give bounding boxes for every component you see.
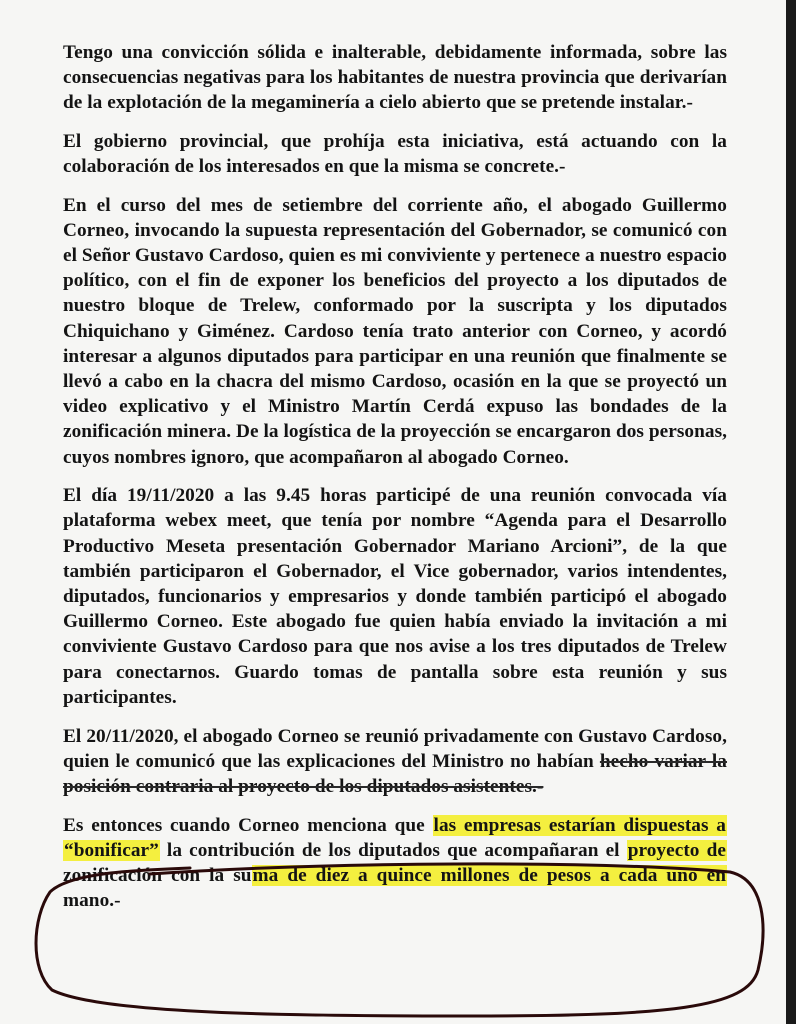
paragraph-6-d: zonificación con la su <box>63 865 252 887</box>
highlight-4: ma de diez a quince millones de pesos a cada uno en <box>252 865 726 887</box>
highlight-1: las empresas estarían dispuestas a <box>433 814 726 836</box>
paragraph-5-struck-text: hecho variar la posición contraria al proyecto de los diputados asistentes.- <box>63 750 728 797</box>
paragraph-2: El gobierno provincial, que prohíja esta iniciativa, está actuando con la colaboración de los interesados en que la misma se concrete.- <box>63 130 727 177</box>
paragraph-6-a: Es entonces cuando Corneo menciona que <box>63 814 433 836</box>
highlight-2: “bonificar” <box>64 839 159 861</box>
paragraph-1: Tengo una convicción sólida e inalterable, debidamente informada, sobre las consecuencias negativas para los habitantes de nuestra provincia que derivarían de la explotación de la megaminería a cielo abierto que se pretende instalar.- <box>63 42 727 114</box>
highlight-3: proyecto de <box>627 839 726 861</box>
paragraph-3: En el curso del mes de setiembre del corriente año, el abogado Guillermo Corneo, invocando la supuesta representación del Gobernador, se comunicó con el Señor Gustavo Cardoso, quien es mi conviviente y pertenece a nuestro espacio político, con el fin de exponer los beneficios del proyecto a los diputados de nuestro bloque de Trelew, conformado por la suscripta y los diputados Chiquichano y Giménez. Cardoso tenía trato anterior con Corneo, y acordó interesar a algunos diputados para participar en una reunión que finalmente se llevó a cabo en la chacra del mismo Cardoso, ocasión en la que se proyectó un video explicativo y el Ministro Martín Cerdá expuso las bondades de la zonificación minera. De la logística de la proyección se encargaron dos personas, cuyos nombres ignoro, que acompañaron al abogado Corneo. <box>63 194 727 468</box>
paragraph-4: El día 19/11/2020 a las 9.45 horas participé de una reunión convocada vía plataforma webex meet, que tenía por nombre “Agenda para el Desarrollo Productivo Meseta presentación Gobernador Mariano Arcioni”, de la que también participaron el Gobernador, el Vice gobernador, varios intendentes, diputados, funcionarios y empresarios y donde también participó el abogado Guillermo Corneo. Este abogado fue quien había enviado la invitación a mi conviviente Gustavo Cardoso para que nos avise a los tres diputados de Trelew para conectarnos. Guardo tomas de pantalla sobre esta reunión y sus participantes. <box>63 485 727 708</box>
paragraph-6-c: la contribución de los diputados que acompañaran el <box>159 839 627 861</box>
paragraph-5 <box>63 724 727 800</box>
document-body <box>63 40 727 927</box>
paragraph-6 <box>63 813 727 914</box>
paragraph-5-text: El 20/11/2020, el abogado Corneo se reunió privadamente con Gustavo Cardoso, quien le comunicó que las explicaciones del Ministro no habían <box>63 725 727 772</box>
paragraph-6-e: mano.- <box>63 890 121 912</box>
